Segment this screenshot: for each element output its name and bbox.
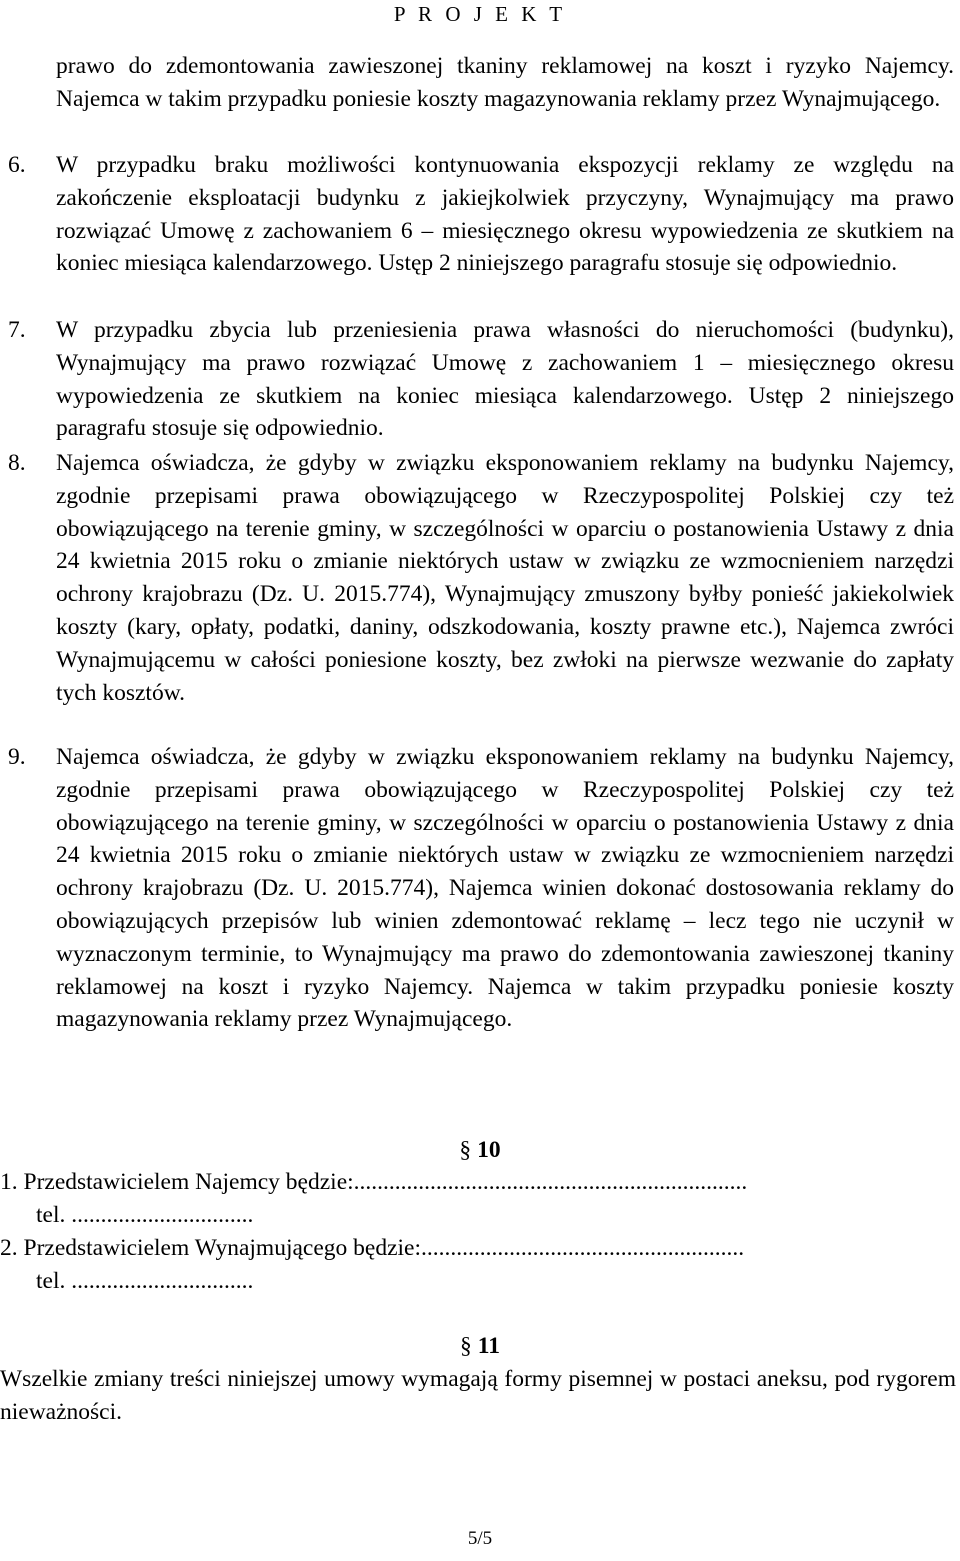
section-heading-11 [0, 1330, 960, 1362]
representative-lessee: 1. Przedstawicielem Najemcy będzie:................................................................... [0, 1169, 748, 1195]
list-item-8 [8, 447, 954, 709]
phone-lessee: tel. ............................... [36, 1202, 254, 1228]
item-number: 7. [8, 317, 26, 343]
phone-lessor: tel. ............................... [36, 1268, 254, 1294]
item-number: 8. [8, 450, 26, 476]
item-number: 9. [8, 744, 26, 770]
list-item-9 [8, 741, 954, 1036]
section-mark: § [460, 1333, 472, 1359]
representative-lessor: 2. Przedstawicielem Wynajmującego będzie:....................................................... [0, 1235, 745, 1261]
section-number: 11 [477, 1333, 500, 1359]
list-item-6 [8, 149, 954, 280]
item-text: Najemca oświadcza, że gdyby w związku eksponowaniem reklamy na budynku Najemcy, zgodnie przepisami prawa obowiązującego w Rzeczypospolitej Polskiej czy też obowiązującego na terenie gminy, w szczególności w oparciu o postanowienia Ustawy z dnia 24 kwietnia 2015 roku o zmianie niektórych ustaw w związku ze wzmocnieniem narzędzi ochrony krajobrazu (Dz. U. 2015.774), Najemca winien dokonać dostosowania reklamy do obowiązujących przepisów lub winien zdemontować reklamę – lecz tego nie uczynił w wyznaczonym terminie, to Wynajmujący ma prawo do zdemontowania zawieszonej tkaniny reklamowej na koszt i ryzyko Najemcy. Najemca w takim przypadku poniesie koszty magazynowania reklamy przez Wynajmującego. [56, 744, 954, 1033]
item-text: W przypadku braku możliwości kontynuowania ekspozycji reklamy ze względu na zakończenie eksploatacji budynku z jakiejkolwiek przyczyny, Wynajmujący ma prawo rozwiązać Umowę z zachowaniem 6 – miesięcznego okresu wypowiedzenia ze skutkiem na koniec miesiąca kalendarzowego. Ustęp 2 niniejszego paragrafu stosuje się odpowiednio. [56, 152, 954, 277]
section-heading-10 [0, 1134, 960, 1166]
section-mark: § [459, 1137, 472, 1163]
section-number: 10 [477, 1137, 501, 1163]
document-header: P R O J E K T [393, 2, 567, 26]
item-text: W przypadku zbycia lub przeniesienia prawa własności do nieruchomości (budynku), Wynajmujący ma prawo rozwiązać Umowę z zachowaniem 1 – miesięcznego okresu wypowiedzenia ze skutkiem na koniec miesiąca kalendarzowego. Ustęp 2 niniejszego paragrafu stosuje się odpowiednio. [56, 317, 954, 442]
item-number: 6. [8, 152, 26, 178]
page-number: 5/5 [467, 1528, 493, 1549]
item-text: Najemca oświadcza, że gdyby w związku eksponowaniem reklamy na budynku Najemcy, zgodnie przepisami prawa obowiązującego w Rzeczypospolitej Polskiej czy też obowiązującego na terenie gminy, w szczególności w oparciu o postanowienia Ustawy z dnia 24 kwietnia 2015 roku o zmianie niektórych ustaw w związku ze wzmocnieniem narzędzi ochrony krajobrazu (Dz. U. 2015.774), Wynajmujący zmuszony byłby ponieść jakiekolwiek koszty (kary, opłaty, podatki, daniny, odszkodowania, koszty prawne etc.), Najemca zwróci Wynajmującemu w całości poniesione koszty, bez zwłoki na pierwsze wezwanie do zapłaty tych kosztów. [56, 450, 954, 706]
continuation-paragraph: prawo do zdemontowania zawieszonej tkaniny reklamowej na koszt i ryzyko Najemcy. Najemca w takim przypadku poniesie koszty magazynowania reklamy przez Wynajmującego. [56, 53, 954, 112]
section-11-paragraph: Wszelkie zmiany treści niniejszej umowy wymagają formy pisemnej w postaci aneksu, pod rygorem nieważności. [0, 1366, 956, 1425]
list-item-7 [8, 314, 954, 445]
